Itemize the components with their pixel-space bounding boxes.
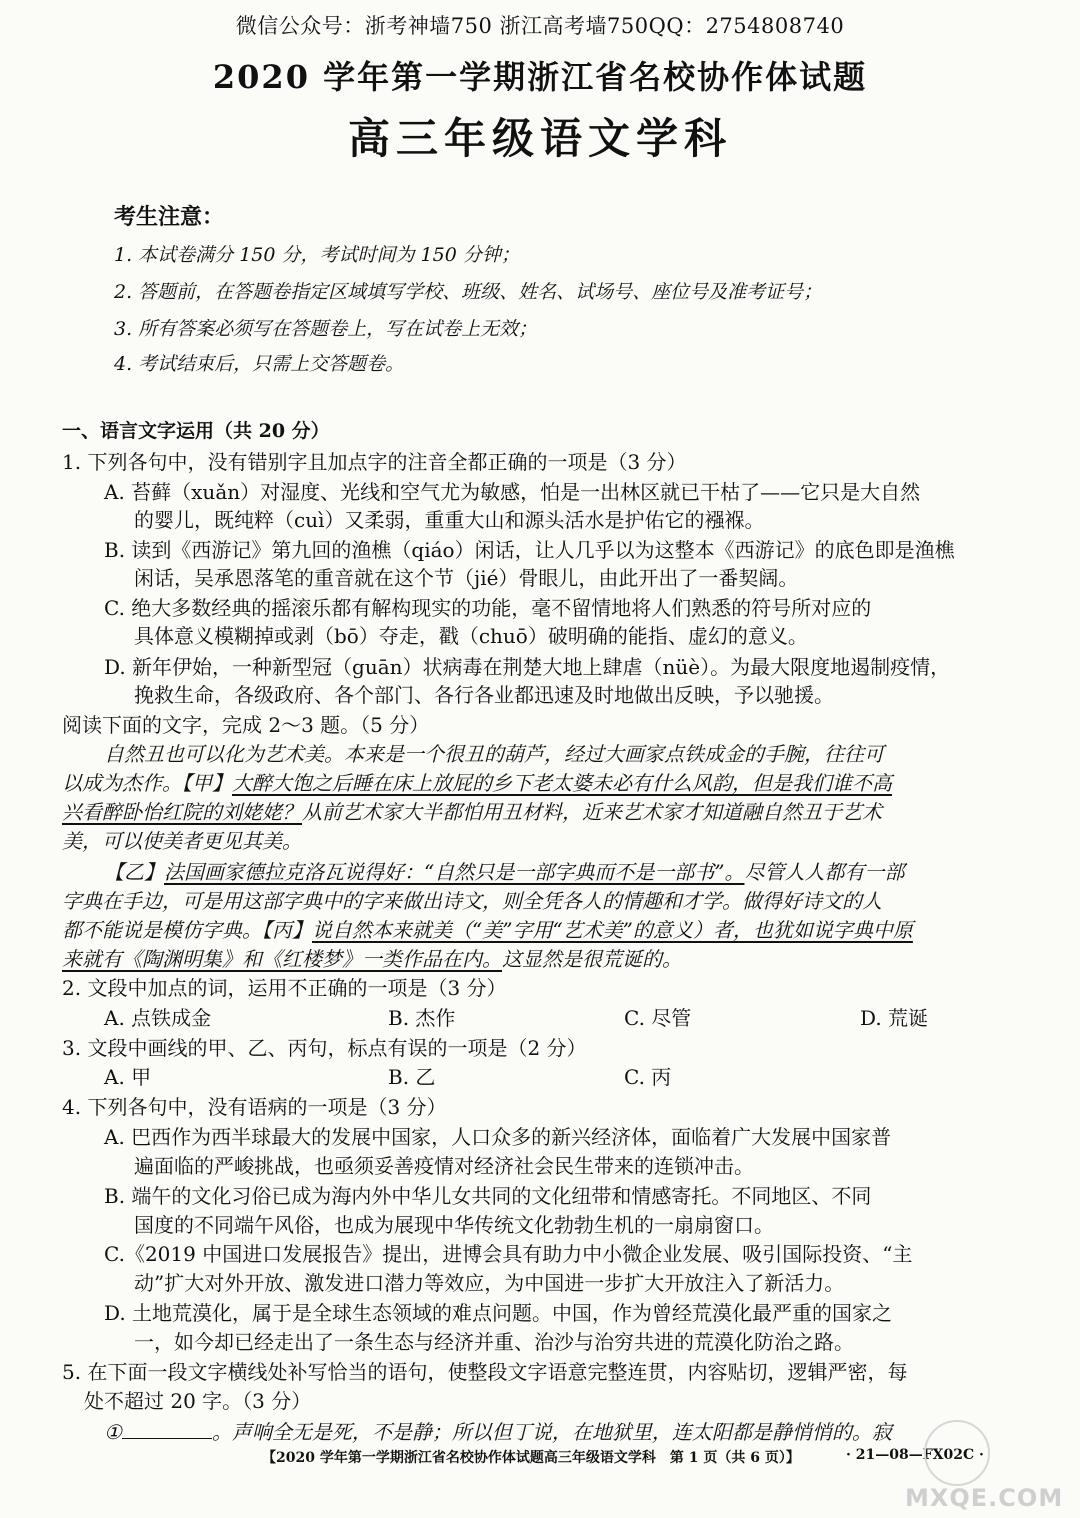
q4-option-a-cont: 遍面临的严峻挑战，也亟须妥善疫情对经济社会民生带来的连锁冲击。 [134,1154,754,1178]
question-1-stem: 1. 下列各句中，没有错别字且加点字的注音全都正确的一项是（3 分） [62,450,687,474]
section-heading: 一、语言文字运用（共 20 分） [62,420,330,442]
notice-heading: 考生注意： [114,204,225,230]
blank-number: ① [104,1420,122,1444]
q3-option-a: A. 甲 [104,1065,152,1089]
q5-passage-text: 。声响全无是死，不是静；所以但丁说，在地狱里，连太阳都是静悄悄的。寂 [211,1420,892,1444]
question-5-stem: 5. 在下面一段文字横线处补写恰当的语句，使整段文字语意完整连贯，内容贴切，逻辑严密，每 [62,1360,908,1384]
q1-option-b-cont: 闲话，吴承恩落笔的重音就在这个节（jié）骨眼儿，由此开出了一番契阔。 [134,566,799,590]
subject-title: 高三年级语文学科 [347,114,732,163]
q4-option-c: C.《2019 中国进口发展报告》提出，进博会具有助力中小微企业发展、吸引国际投资、“主 [104,1242,913,1266]
passage-line: 自然丑也可以化为艺术美。本来是一个很丑的葫芦，经过大画家点铁成金的手腕，往往可 [104,742,884,766]
underlined-sentence-jia: 大醉大饱之后睡在床上放屁的乡下老太婆未必有什么风韵，但是我们谁不高 [232,771,892,795]
q2-option-c: C. 尽管 [624,1006,692,1030]
q2-option-a: A. 点铁成金 [104,1006,212,1030]
passage-line: 美，可以使美者更见其美。 [62,829,302,853]
notice-item: 2. 答题前，在答题卷指定区域填写学校、班级、姓名、试场号、座位号及准考证号； [114,281,823,303]
q1-option-d: D. 新年伊始，一种新型冠（guān）状病毒在荆楚大地上肆虐（nüè）。为最大限度地遏制疫情， [104,655,951,679]
passage-line [104,856,904,885]
q3-option-b: B. 乙 [388,1065,436,1089]
passage-text: 以成为杰作。【甲】 [62,771,232,795]
watermark-text: MXQE.COM [905,1484,1064,1512]
notice-item: 4. 考试结束后，只需上交答题卷。 [114,353,405,375]
q1-option-b: B. 读到《西游记》第九回的渔樵（qiáo）闲话，让人几乎以为这整本《西游记》的底色即是渔樵 [104,538,955,562]
watermark-logo-icon [924,1420,990,1486]
q3-option-c: C. 丙 [624,1065,672,1089]
question-3-stem: 3. 文段中画线的甲、乙、丙句，标点有误的一项是（2 分） [62,1036,587,1060]
q1-option-a-cont: 的婴儿，既纯粹（cuì）又柔弱，重重大山和源头活水是护佑它的襁褓。 [134,508,765,532]
passage-line [62,943,682,972]
passage-text: 都不能说是模仿字典。【丙】 [62,918,312,942]
passage-text: 这显然是很荒诞的。 [502,947,682,971]
passage-line [62,796,882,825]
notice-item: 1. 本试卷满分 150 分，考试时间为 150 分钟； [114,244,520,266]
passage-text: 尽管人人都有一部 [744,860,905,884]
q4-option-d-cont: 一，如今却已经走出了一条生态与经济并重、治沙与治穷共进的荒漠化防治之路。 [134,1330,854,1354]
q4-option-b: B. 端午的文化习俗已成为海内外中华儿女共同的文化纽带和情感寄托。不同地区、不同 [104,1184,872,1208]
q1-option-d-cont: 挽救生命，各级政府、各个部门、各行各业都迅速及时地做出反映，予以驰援。 [134,683,834,707]
q2-option-d: D. 荒诞 [860,1006,929,1030]
exam-title: 2020 学年第一学期浙江省名校协作体试题 [212,58,868,96]
reading-intro: 阅读下面的文字，完成 2～3 题。（5 分） [62,713,430,737]
q2-option-b: B. 杰作 [388,1006,456,1030]
underlined-sentence-bing-cont: 来就有《陶渊明集》和《红楼梦》一类作品在内。 [62,947,502,971]
question-4-stem: 4. 下列各句中，没有语病的一项是（3 分） [62,1095,447,1119]
question-2-stem: 2. 文段中加点的词，运用不正确的一项是（3 分） [62,976,507,1000]
underlined-sentence-jia-cont: 兴看醉卧怡红院的刘姥姥？ [62,800,302,824]
q4-option-a: A. 巴西作为西半球最大的发展中国家，人口众多的新兴经济体，面临着广大发展中国家普 [104,1125,892,1149]
footer-code: · 21—08—FX02C · [846,1447,984,1463]
passage-line [62,767,892,796]
q1-option-a: A. 苔藓（xuǎn）对湿度、光线和空气尤为敏感，怕是一出林区就已干枯了——它只是大自然 [104,480,921,504]
passage-text: 从前艺术家大半都怕用丑材料，近来艺术家才知道融自然丑于艺术 [302,800,882,824]
q1-option-c: C. 绝大多数经典的摇滚乐都有解构现实的功能，毫不留情地将人们熟悉的符号所对应的 [104,596,872,620]
wechat-header: 微信公众号：浙考神墙750 浙江高考墙750QQ：2754808740 [235,14,845,38]
passage-text: 【乙】 [104,860,164,884]
underlined-sentence-bing: 说自然本来就美（“美”字用“艺术美”的意义）者，也犹如说字典中原 [312,918,913,942]
q1-option-c-cont: 具体意义模糊掉或剥（bō）夺走，戳（chuō）破明确的能指、虚幻的意义。 [134,624,808,648]
notice-item: 3. 所有答案必须写在答题卷上，写在试卷上无效； [114,318,538,340]
passage-line [62,914,913,943]
passage-line: 字典在手边，可是用这部字典中的字来做出诗文，则全凭各人的情趣和才学。做得好诗文的人 [62,889,882,913]
q4-option-b-cont: 国度的不同端午风俗，也成为展现中华传统文化勃勃生机的一扇扇窗口。 [134,1213,774,1237]
q4-option-c-cont: 动”扩大对外开放、激发进口潜力等效应，为中国进一步扩大开放注入了新活力。 [134,1271,845,1295]
q5-passage-line [104,1416,892,1445]
underlined-sentence-yi: 法国画家德拉克洛瓦说得好：“自然只是一部字典而不是一部书”。 [164,860,745,884]
question-5-stem-cont: 处不超过 20 字。（3 分） [84,1389,312,1413]
answer-blank[interactable] [122,1420,212,1439]
page-footer: 【2020 学年第一学期浙江省名校协作体试题高三年级语文学科 第 1 页（共 6 页）】 [262,1450,800,1466]
q4-option-d: D. 土地荒漠化，属于是全球生态领域的难点问题。中国，作为曾经荒漠化最严重的国家之 [104,1301,893,1325]
